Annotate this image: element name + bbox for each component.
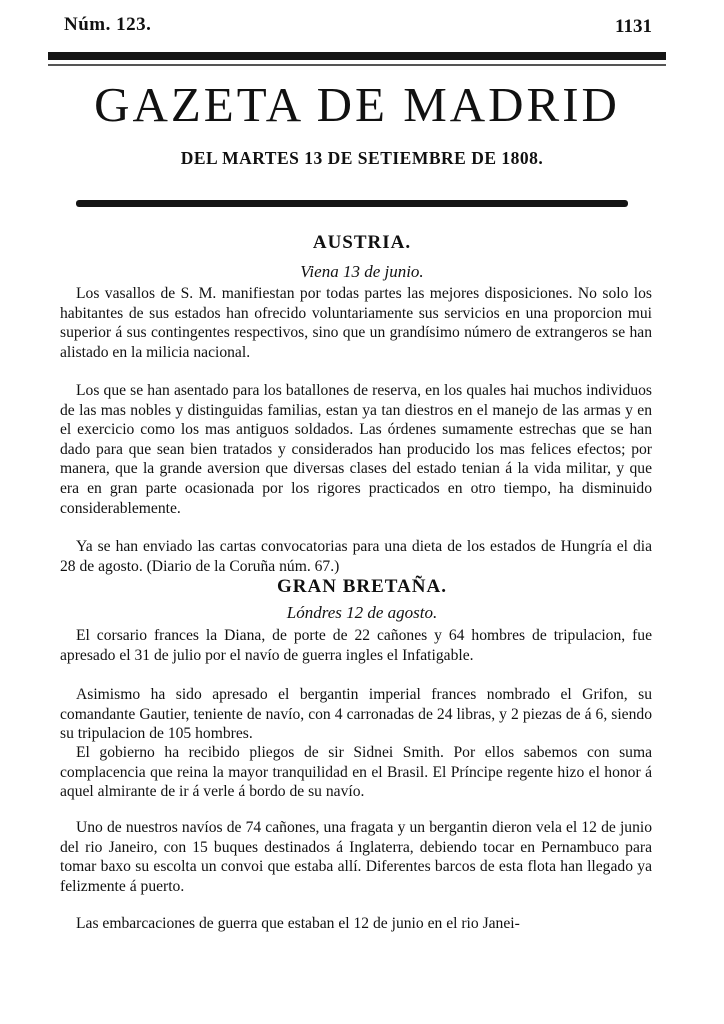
masthead-rule [76,200,628,207]
paragraph: Ya se han enviado las cartas convocatorias para una dieta de los estados de Hungría el dia 28 de agosto. (Diario de la Coruña núm. 67.) [60,538,652,575]
section-heading-austria: AUSTRIA. [312,232,412,253]
section-dateline-gran-bretana: Lóndres 12 de agosto. [286,603,438,622]
paragraph: El gobierno ha recibido pliegos de sir Sidnei Smith. Por ellos sabemos con suma complacencia que reina la mayor tranquilidad en el Brasil. El Príncipe regente hizo el honor á aquel almirante de ir á verle á bordo de su navío. [60,744,652,801]
paragraph: Los que se han asentado para los batallones de reserva, en los quales hai muchos individuos de las mas nobles y distinguidas familias, estan ya tan diestros en el manejo de las armas y en el exercicio como los mas antiguos soldados. Las órdenes sumamente estrechas que se han dado para que sean bien tratados y considerados han producido los mas felices efectos; por manera, que la grande aversion que diversas clases del estado tenian á la vida militar, y que era en gran parte ocasionada por los rigores practicados en otro tiempo, ha disminuido considerablemente. [60,382,652,517]
section-dateline-austria: Viena 13 de junio. [300,262,424,281]
paragraph: Uno de nuestros navíos de 74 cañones, una fragata y un bergantin dieron vela el 12 de junio del rio Janeiro, con 15 buques destinados á Inglaterra, debiendo tocar en Pernambuco para tomar baxo su escolta un convoi que estaba allí. Diferentes barcos de esta flota han llegado ya felizmente á puerto. [60,819,652,895]
top-rule [48,52,666,60]
paragraph: Los vasallos de S. M. manifiestan por todas partes las mejores disposiciones. No solo los habitantes de sus estados han ofrecido voluntariamente sus servicios en una proporcion mui superior á sus contingentes respectivos, sino que un grandísimo número de extrangeros se han alistado en la milicia nacional. [60,285,652,361]
paragraph: El corsario frances la Diana, de porte de 22 cañones y 64 hombres de tripulacion, fue apresado el 31 de julio por el navío de guerra ingles el Infatigable. [60,627,652,664]
issue-date: DEL MARTES 13 DE SETIEMBRE DE 1808. [180,148,544,168]
page-number: 1131 [615,16,652,37]
top-rule-thin [48,64,666,66]
paragraph: Las embarcaciones de guerra que estaban el 12 de junio en el rio Janei- [76,915,520,932]
issue-number: Núm. 123. [64,14,152,35]
section-heading-gran-bretana: GRAN BRETAÑA. [277,576,447,597]
paragraph: Asimismo ha sido apresado el bergantin imperial frances nombrado el Grifon, su comandante Gautier, teniente de navío, con 4 carronadas de 24 libras, y 2 piezas de á 6, siendo su tripulacion de 105 hombres. [60,686,652,743]
masthead-title: GAZETA DE MADRID [94,77,620,132]
